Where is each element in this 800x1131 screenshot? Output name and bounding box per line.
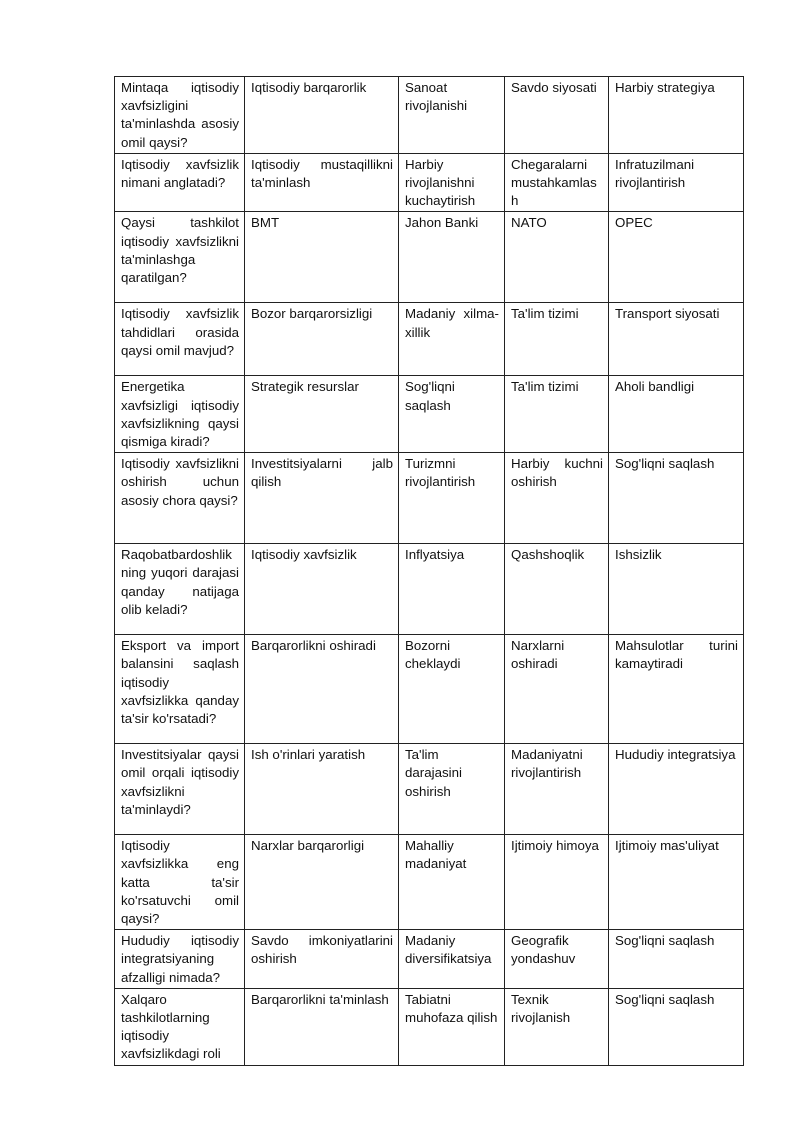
answer-option-2: Sanoat rivojlanishi: [399, 77, 505, 154]
answer-option-2: Madaniy diversifikatsiya: [399, 930, 505, 989]
table-row: [115, 988, 744, 1065]
answer-option-2: Turizmni rivojlantirish: [399, 453, 505, 544]
answer-option-4: Sog'liqni saqlash: [609, 453, 744, 544]
answer-option-4: Infratuzilmani rivojlantirish: [609, 153, 744, 212]
answer-option-1: Barqarorlikni ta'minlash: [245, 988, 399, 1065]
answer-option-4: OPEC: [609, 212, 744, 303]
answer-option-2: Madaniy xilma-xillik: [399, 303, 505, 376]
answer-option-1: Iqtisodiy xavfsizlik: [245, 544, 399, 635]
answer-option-1: Iqtisodiy barqarorlik: [245, 77, 399, 154]
answer-option-3: Geografik yondashuv: [505, 930, 609, 989]
table-row: [115, 212, 744, 303]
answer-option-1: Narxlar barqarorligi: [245, 835, 399, 930]
answer-option-2: Harbiy rivojlanishni kuchaytirish: [399, 153, 505, 212]
question-cell: Eksport va import balansini saqlash iqtisodiy xavfsizlikka qanday ta'sir ko'rsatadi?: [115, 635, 245, 744]
answer-option-1: Barqarorlikni oshiradi: [245, 635, 399, 744]
answer-option-3: Chegaralarni mustahkamlash: [505, 153, 609, 212]
answer-option-3: Ta'lim tizimi: [505, 303, 609, 376]
answer-option-4: Sog'liqni saqlash: [609, 988, 744, 1065]
answer-option-4: Harbiy strategiya: [609, 77, 744, 154]
table-row: [115, 744, 744, 835]
answer-option-3: Ijtimoiy himoya: [505, 835, 609, 930]
table-row: [115, 153, 744, 212]
question-cell: Raqobatbardoshlikning yuqori darajasi qanday natijaga olib keladi?: [115, 544, 245, 635]
answer-option-1: Investitsiyalarni jalb qilish: [245, 453, 399, 544]
document-page: [114, 76, 743, 1066]
answer-option-4: Sog'liqni saqlash: [609, 930, 744, 989]
answer-option-2: Mahalliy madaniyat: [399, 835, 505, 930]
answer-option-3: Narxlarni oshiradi: [505, 635, 609, 744]
table-row: [115, 453, 744, 544]
answer-option-3: Savdo siyosati: [505, 77, 609, 154]
answer-option-2: Inflyatsiya: [399, 544, 505, 635]
answer-option-3: NATO: [505, 212, 609, 303]
question-cell: Iqtisodiy xavfsizlikka eng katta ta'sir ko'rsatuvchi omil qaysi?: [115, 835, 245, 930]
answer-option-1: Ish o'rinlari yaratish: [245, 744, 399, 835]
question-cell: Iqtisodiy xavfsizlik nimani anglatadi?: [115, 153, 245, 212]
answer-option-4: Mahsulotlar turini kamaytiradi: [609, 635, 744, 744]
answer-option-4: Hududiy integratsiya: [609, 744, 744, 835]
answer-option-1: Bozor barqarorsizligi: [245, 303, 399, 376]
question-cell: Xalqaro tashkilotlarning iqtisodiy xavfsizlikdagi roli: [115, 988, 245, 1065]
table-row: [115, 635, 744, 744]
quiz-table-body: [115, 77, 744, 1066]
question-cell: Iqtisodiy xavfsizlik tahdidlari orasida qaysi omil mavjud?: [115, 303, 245, 376]
answer-option-4: Aholi bandligi: [609, 376, 744, 453]
answer-option-4: Ijtimoiy mas'uliyat: [609, 835, 744, 930]
answer-option-3: Ta'lim tizimi: [505, 376, 609, 453]
table-row: [115, 303, 744, 376]
answer-option-1: Iqtisodiy mustaqillikni ta'minlash: [245, 153, 399, 212]
table-row: [115, 77, 744, 154]
table-row: [115, 930, 744, 989]
table-row: [115, 835, 744, 930]
question-cell: Qaysi tashkilot iqtisodiy xavfsizlikni ta'minlashga qaratilgan?: [115, 212, 245, 303]
question-cell: Mintaqa iqtisodiy xavfsizligini ta'minlashda asosiy omil qaysi?: [115, 77, 245, 154]
answer-option-3: Harbiy kuchni oshirish: [505, 453, 609, 544]
table-row: [115, 376, 744, 453]
answer-option-2: Ta'lim darajasini oshirish: [399, 744, 505, 835]
quiz-table: [114, 76, 744, 1066]
question-cell: Iqtisodiy xavfsizlikni oshirish uchun asosiy chora qaysi?: [115, 453, 245, 544]
answer-option-1: Strategik resurslar: [245, 376, 399, 453]
answer-option-1: Savdo imkoniyatlarini oshirish: [245, 930, 399, 989]
answer-option-2: Sog'liqni saqlash: [399, 376, 505, 453]
answer-option-4: Transport siyosati: [609, 303, 744, 376]
answer-option-1: BMT: [245, 212, 399, 303]
answer-option-4: Ishsizlik: [609, 544, 744, 635]
table-row: [115, 544, 744, 635]
question-cell: Hududiy iqtisodiy integratsiyaning afzalligi nimada?: [115, 930, 245, 989]
answer-option-2: Tabiatni muhofaza qilish: [399, 988, 505, 1065]
question-cell: Investitsiyalar qaysi omil orqali iqtisodiy xavfsizlikni ta'minlaydi?: [115, 744, 245, 835]
answer-option-2: Jahon Banki: [399, 212, 505, 303]
answer-option-2: Bozorni cheklaydi: [399, 635, 505, 744]
answer-option-3: Texnik rivojlanish: [505, 988, 609, 1065]
answer-option-3: Madaniyatni rivojlantirish: [505, 744, 609, 835]
answer-option-3: Qashshoqlik: [505, 544, 609, 635]
question-cell: Energetika xavfsizligi iqtisodiy xavfsizlikning qaysi qismiga kiradi?: [115, 376, 245, 453]
